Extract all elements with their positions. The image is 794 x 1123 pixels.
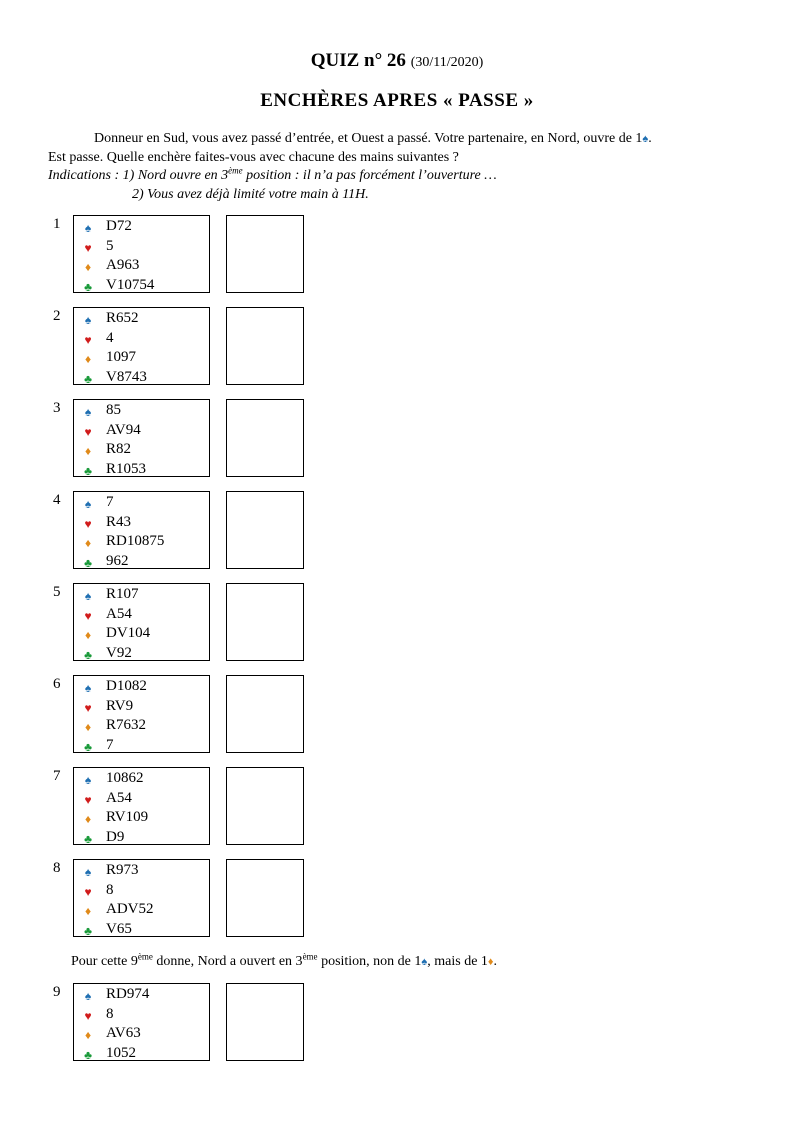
- intro-line-1-end: .: [648, 131, 652, 146]
- problem-number: 5: [53, 584, 61, 600]
- heart-icon: ♥: [84, 792, 92, 807]
- answer-box[interactable]: [226, 859, 304, 937]
- note-d: , mais de 1: [427, 954, 488, 969]
- intro-text: [48, 130, 768, 204]
- heart-icon: ♥: [84, 240, 92, 255]
- cards-spades: 10862: [106, 770, 144, 786]
- suit-row-clubs: [74, 736, 211, 756]
- club-icon: ♣: [84, 831, 92, 846]
- problem-2: [0, 307, 794, 389]
- diamond-icon: ♦: [84, 536, 92, 550]
- suit-row-diamonds: [74, 900, 211, 920]
- heart-icon: ♥: [84, 1008, 92, 1023]
- problem-1: [0, 215, 794, 297]
- indication-1-sup: ème: [228, 165, 243, 176]
- answer-box[interactable]: [226, 491, 304, 569]
- suit-row-diamonds: [74, 256, 211, 276]
- heart-icon: ♥: [84, 608, 92, 623]
- suit-row-diamonds: [74, 716, 211, 736]
- cards-diamonds: 1097: [106, 349, 136, 365]
- problem-6: [0, 675, 794, 757]
- suit-row-hearts: [74, 697, 211, 717]
- cards-clubs: V10754: [106, 276, 155, 293]
- hand-box: [73, 215, 210, 293]
- indication-1-a: Indications : 1) Nord ouvre en 3: [48, 168, 229, 183]
- cards-clubs: D9: [106, 828, 125, 845]
- spade-icon: ♠: [84, 405, 92, 419]
- cards-clubs: V92: [106, 644, 132, 661]
- problem-number: 4: [53, 492, 61, 508]
- cards-hearts: 5: [106, 237, 114, 254]
- problem-number: 7: [53, 768, 61, 784]
- diamond-icon: ♦: [487, 956, 494, 968]
- suit-row-clubs: [74, 368, 211, 388]
- cards-diamonds: DV104: [106, 625, 151, 641]
- suit-row-spades: [74, 861, 211, 881]
- cards-spades: R973: [106, 862, 139, 878]
- hand-box: [73, 675, 210, 753]
- quiz-subtitle: ENCHÈRES APRES « PASSE »: [260, 90, 534, 111]
- answer-box[interactable]: [226, 215, 304, 293]
- suit-row-hearts: [74, 881, 211, 901]
- heart-icon: ♥: [84, 700, 92, 715]
- suit-row-hearts: [74, 513, 211, 533]
- problem-number: 2: [53, 308, 61, 324]
- suit-row-diamonds: [74, 808, 211, 828]
- problem-number: 8: [53, 860, 61, 876]
- note-sup1: ème: [137, 951, 153, 962]
- suit-row-spades: [74, 985, 211, 1005]
- spade-icon: ♠: [84, 497, 92, 511]
- problem-9: [0, 983, 794, 1065]
- suit-row-spades: [74, 769, 211, 789]
- diamond-icon: ♦: [84, 628, 92, 642]
- answer-box[interactable]: [226, 983, 304, 1061]
- problem-3: [0, 399, 794, 481]
- hand-box: [73, 859, 210, 937]
- diamond-icon: ♦: [84, 260, 92, 274]
- problem-number: 1: [53, 216, 61, 232]
- cards-hearts: 8: [106, 881, 114, 898]
- cards-diamonds: RD10875: [106, 533, 165, 549]
- indication-1-b: position : il n’a pas forcément l’ouverture …: [242, 168, 497, 183]
- suit-row-spades: [74, 493, 211, 513]
- suit-row-spades: [74, 309, 211, 329]
- cards-hearts: AV94: [106, 421, 141, 438]
- club-icon: ♣: [84, 923, 92, 938]
- diamond-icon: ♦: [84, 444, 92, 458]
- note-sup2: ème: [302, 951, 318, 962]
- heart-icon: ♥: [84, 424, 92, 439]
- hand-box: [73, 307, 210, 385]
- cards-hearts: 8: [106, 1005, 114, 1022]
- cards-diamonds: RV109: [106, 809, 149, 825]
- suit-row-diamonds: [74, 440, 211, 460]
- cards-hearts: 4: [106, 329, 114, 346]
- cards-spades: 85: [106, 402, 121, 418]
- cards-clubs: 1052: [106, 1044, 136, 1061]
- cards-diamonds: AV63: [106, 1025, 141, 1041]
- cards-spades: D72: [106, 218, 132, 234]
- cards-spades: RD974: [106, 986, 150, 1002]
- suit-row-diamonds: [74, 532, 211, 552]
- problem-number: 6: [53, 676, 61, 692]
- cards-clubs: 962: [106, 552, 129, 569]
- suit-row-clubs: [74, 828, 211, 848]
- club-icon: ♣: [84, 1047, 92, 1062]
- suit-row-hearts: [74, 237, 211, 257]
- spade-icon: ♠: [84, 865, 92, 879]
- note-b: donne, Nord a ouvert en 3: [152, 954, 303, 969]
- hand-box: [73, 983, 210, 1061]
- club-icon: ♣: [84, 463, 92, 478]
- spade-icon: ♠: [84, 221, 92, 235]
- spade-icon: ♠: [84, 313, 92, 327]
- spade-icon: ♠: [421, 956, 428, 968]
- cards-clubs: V8743: [106, 368, 147, 385]
- problem-number: 9: [53, 984, 61, 1000]
- indication-2: 2) Vous avez déjà limité votre main à 11H.: [132, 186, 369, 202]
- diamond-icon: ♦: [84, 352, 92, 366]
- suit-row-diamonds: [74, 624, 211, 644]
- cards-spades: R107: [106, 586, 139, 602]
- spade-icon: ♠: [84, 989, 92, 1003]
- suit-row-diamonds: [74, 348, 211, 368]
- suit-row-diamonds: [74, 1024, 211, 1044]
- suit-row-hearts: [74, 1005, 211, 1025]
- suit-row-spades: [74, 217, 211, 237]
- cards-clubs: 7: [106, 736, 114, 753]
- suit-row-spades: [74, 585, 211, 605]
- cards-clubs: R1053: [106, 460, 147, 477]
- spade-icon: ♠: [84, 589, 92, 603]
- suit-row-hearts: [74, 329, 211, 349]
- club-icon: ♣: [84, 279, 92, 294]
- quiz-date: (30/11/2020): [410, 55, 484, 70]
- cards-hearts: A54: [106, 789, 132, 806]
- suit-row-spades: [74, 401, 211, 421]
- problem-4: [0, 491, 794, 573]
- note-a: Pour cette 9: [71, 954, 138, 969]
- cards-spades: 7: [106, 494, 114, 510]
- cards-hearts: R43: [106, 513, 132, 530]
- suit-row-hearts: [74, 421, 211, 441]
- suit-row-clubs: [74, 552, 211, 572]
- answer-box[interactable]: [226, 583, 304, 661]
- heart-icon: ♥: [84, 884, 92, 899]
- answer-box[interactable]: [226, 399, 304, 477]
- heart-icon: ♥: [84, 516, 92, 531]
- diamond-icon: ♦: [84, 904, 92, 918]
- note-e: .: [493, 954, 498, 969]
- diamond-icon: ♦: [84, 1028, 92, 1042]
- problem-5: [0, 583, 794, 665]
- cards-clubs: V65: [106, 920, 132, 937]
- cards-diamonds: ADV52: [106, 901, 154, 917]
- intro-line-1: [48, 130, 768, 149]
- answer-box[interactable]: [226, 767, 304, 845]
- answer-box[interactable]: [226, 307, 304, 385]
- cards-diamonds: R7632: [106, 717, 147, 733]
- problem-8: [0, 859, 794, 941]
- intro-line-2: Est passe. Quelle enchère faites-vous avec chacune des mains suivantes ?: [48, 149, 459, 165]
- suit-row-clubs: [74, 460, 211, 480]
- spade-icon: ♠: [84, 681, 92, 695]
- spade-icon: ♠: [84, 773, 92, 787]
- answer-box[interactable]: [226, 675, 304, 753]
- cards-hearts: A54: [106, 605, 132, 622]
- club-icon: ♣: [84, 739, 92, 754]
- suit-row-clubs: [74, 276, 211, 296]
- cards-diamonds: R82: [106, 441, 132, 457]
- suit-row-hearts: [74, 605, 211, 625]
- diamond-icon: ♦: [84, 720, 92, 734]
- problem-number: 3: [53, 400, 61, 416]
- club-icon: ♣: [84, 647, 92, 662]
- hand-box: [73, 399, 210, 477]
- cards-spades: D1082: [106, 678, 147, 694]
- cards-hearts: RV9: [106, 697, 134, 714]
- note-c: position, non de 1: [317, 954, 422, 969]
- suit-row-clubs: [74, 920, 211, 940]
- club-icon: ♣: [84, 555, 92, 570]
- intro-line-1-text: Donneur en Sud, vous avez passé d’entrée, et Ouest a passé. Votre partenaire, en Nord, ouvre de 1: [94, 131, 643, 146]
- hand-box: [73, 583, 210, 661]
- club-icon: ♣: [84, 371, 92, 386]
- problem-9-note: [71, 951, 498, 970]
- heart-icon: ♥: [84, 332, 92, 347]
- hand-box: [73, 767, 210, 845]
- cards-diamonds: A963: [106, 257, 140, 273]
- spade-icon: ♠: [642, 133, 649, 145]
- cards-spades: R652: [106, 310, 139, 326]
- indication-1: [48, 167, 768, 186]
- suit-row-clubs: [74, 1044, 211, 1064]
- suit-row-spades: [74, 677, 211, 697]
- suit-row-clubs: [74, 644, 211, 664]
- hand-box: [73, 491, 210, 569]
- quiz-title-text: QUIZ n° 26: [310, 50, 406, 71]
- problem-7: [0, 767, 794, 849]
- diamond-icon: ♦: [84, 812, 92, 826]
- quiz-title: [0, 50, 794, 72]
- suit-row-hearts: [74, 789, 211, 809]
